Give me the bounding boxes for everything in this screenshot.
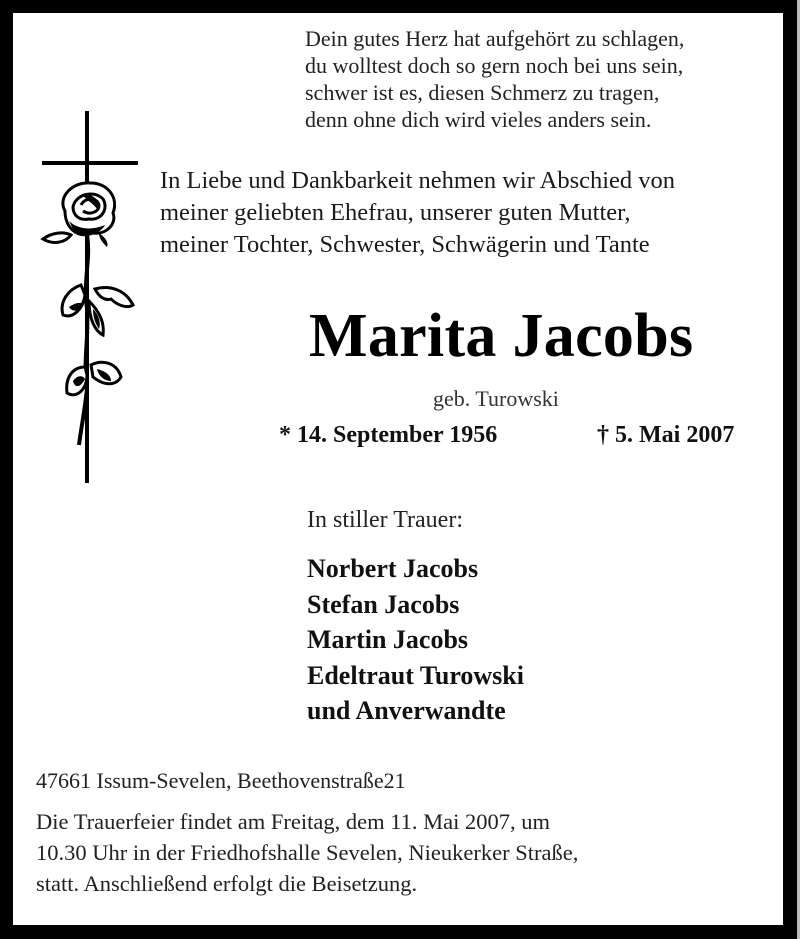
mourners-list <box>307 551 524 729</box>
mourning-label: In stiller Trauer: <box>307 507 463 533</box>
intro-line: In Liebe und Dankbarkeit nehmen wir Abschied von <box>160 167 676 194</box>
mourner-name: Norbert Jacobs <box>307 554 479 583</box>
ceremony-line: 10.30 Uhr in der Friedhofshalle Sevelen, Nieukerker Straße, <box>36 840 579 865</box>
maiden-name: geb. Turowski <box>433 386 559 411</box>
intro-text <box>160 165 675 261</box>
poem <box>305 25 684 133</box>
ceremony-line: Die Trauerfeier findet am Freitag, dem 11. Mai 2007, um <box>36 809 551 834</box>
ceremony-line: statt. Anschließend erfolgt die Beisetzung. <box>36 871 418 896</box>
poem-line: schwer ist es, diesen Schmerz zu tragen, <box>305 80 660 105</box>
birth-date: * 14. September 1956 <box>279 422 498 448</box>
intro-line: meiner geliebten Ehefrau, unserer guten Mutter, <box>160 199 631 226</box>
mourner-name: und Anverwandte <box>307 696 506 725</box>
poem-line: du wolltest doch so gern noch bei uns sein, <box>305 53 684 78</box>
obituary-notice <box>13 13 783 925</box>
cross-with-rose-icon <box>21 109 161 485</box>
mourner-name: Martin Jacobs <box>307 625 469 654</box>
address: 47661 Issum-Sevelen, Beethovenstraße21 <box>36 768 406 793</box>
mourner-name: Edeltraut Turowski <box>307 660 524 690</box>
intro-line: meiner Tochter, Schwester, Schwägerin und Tante <box>160 231 650 258</box>
ceremony-info <box>36 806 578 899</box>
poem-line: denn ohne dich wird vieles anders sein. <box>305 107 652 132</box>
death-date: † 5. Mai 2007 <box>597 422 735 448</box>
deceased-name: Marita Jacobs <box>309 302 694 370</box>
poem-line: Dein gutes Herz hat aufgehört zu schlagen, <box>305 26 685 51</box>
mourner-name: Stefan Jacobs <box>307 589 460 619</box>
